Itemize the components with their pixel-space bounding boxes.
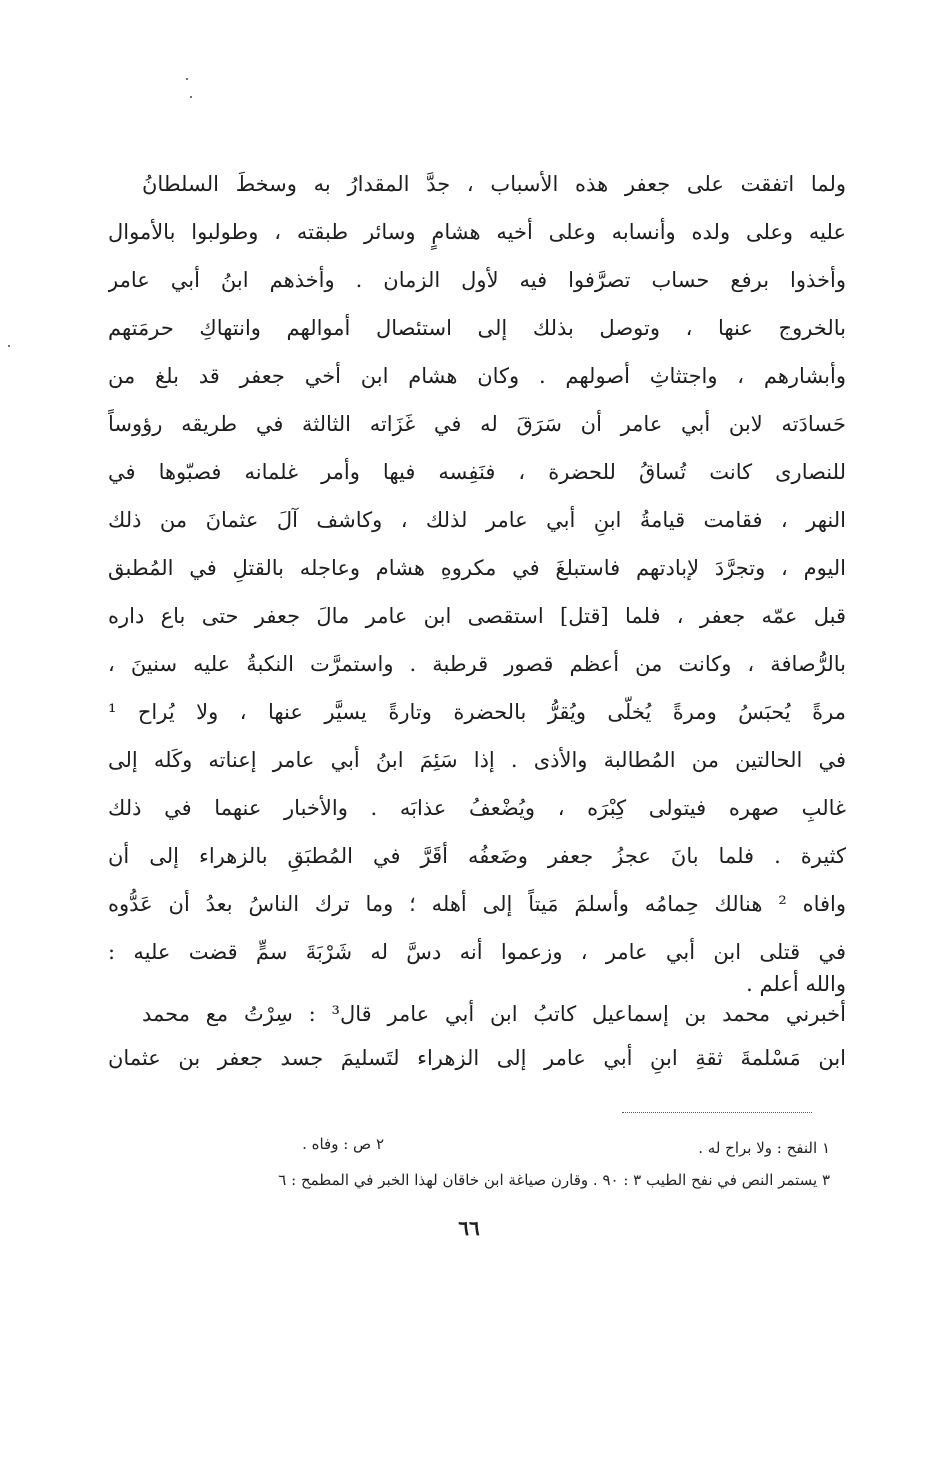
text-line: غالبِ صهره فيتولى كِبْرَه ، ويُضْعفُ عذابَه . والأخبار عنهما في ذلك (108, 796, 846, 820)
page-number: ٦٦ (458, 1216, 480, 1240)
text-line: عليه وعلى ولده وأنسابه وعلى أخيه هشامٍ وسائر طبقته ، وطولبوا بالأموال (108, 220, 846, 244)
scan-speck (186, 78, 188, 80)
text-line: ابن مَسْلمةَ ثقةِ ابنِ أبي عامر إلى الزهراء لتَسليمَ جسد جعفر بن عثمان (108, 1046, 846, 1070)
footnote-3: ٣ يستمر النص في نفح الطيب ٣ : ٩٠ . وقارن صياغة ابن خاقان لهذا الخبر في المطمح : ٦ (278, 1171, 830, 1189)
text-line: كثيرة . فلما بانَ عجزُ جعفر وضَعفُه أقَرَّ في المُطبَقِ بالزهراء إلى أن (108, 844, 846, 868)
text-line: النهر ، فقامت قيامةُ ابنِ أبي عامر لذلك ، وكاشف آلَ عثمانَ من ذلك (108, 508, 846, 532)
footnote-2: ٢ ص : وفاه . (302, 1135, 384, 1153)
scan-speck (190, 96, 192, 98)
text-line: مرةً يُحبَسُ ومرةً يُخلّى ويُقرُّ بالحضرة وتارةً يسيَّر عنها ، ولا يُراح ¹ (108, 700, 846, 724)
text-line: بالرُّصافة ، وكانت من أعظم قصور قرطبة . واستمرَّت النكبةُ عليه سنينَ ، (108, 652, 846, 676)
scan-speck (8, 345, 10, 347)
text-line: أخبرني محمد بن إسماعيل كاتبُ ابن أبي عامر قال³ : سِرْتُ مع محمد (142, 1002, 846, 1026)
footnote-separator (622, 1112, 812, 1113)
text-line: وأبشارهم ، واجتثاثِ أصولهم . وكان هشام ابن أخي جعفر قد بلغ من (108, 364, 846, 388)
text-line: وأخذوا برفع حساب تصرَّفوا فيه لأول الزمان . وأخذهم ابنُ أبي عامر (108, 268, 846, 292)
text-line: والله أعلم . (746, 972, 846, 996)
text-line: في الحالتين من المُطالبة والأذى . إذا سَئِمَ ابنُ أبي عامر إعناته وكَله إلى (108, 748, 846, 772)
main-text (108, 164, 846, 996)
footnote-1: ١ النفح : ولا براح له . (698, 1139, 830, 1157)
text-line: للنصارى كانت تُساقُ للحضرة ، فنَفِسه فيها وأمر غلمانه فصبّوها في (108, 460, 846, 484)
text-line: وافاه ² هنالك حِمامُه وأسلمَ مَيتاً إلى أهله ؛ وما ترك الناسُ بعدُ أن عَدُّوه (108, 892, 846, 916)
text-line: بالخروج عنها ، وتوصل بذلك إلى استئصال أموالهم وانتهاكِ حرمَتهم (108, 316, 846, 340)
text-line: في قتلى ابن أبي عامر ، وزعموا أنه دسَّ له شَرْبَةَ سمٍّ قضت عليه : (108, 940, 846, 964)
text-line: قبل عمّه جعفر ، فلما [قتل] استقصى ابن عامر مالَ جعفر حتى باع داره (108, 604, 846, 628)
text-line: ولما اتفقت على جعفر هذه الأسباب ، جدَّ المقدارُ به وسخطَ السلطانُ (142, 172, 846, 196)
text-line: اليوم ، وتجرَّدَ لإبادتهم فاستبلغَ في مكروهِ هشام وعاجله بالقتلِ في المُطبق (108, 556, 846, 580)
text-line: حَسادَته لابن أبي عامر أن سَرَقَ له في غَزَاته الثالثة في طريقه رؤوساً (108, 412, 846, 436)
second-paragraph (108, 994, 846, 1084)
